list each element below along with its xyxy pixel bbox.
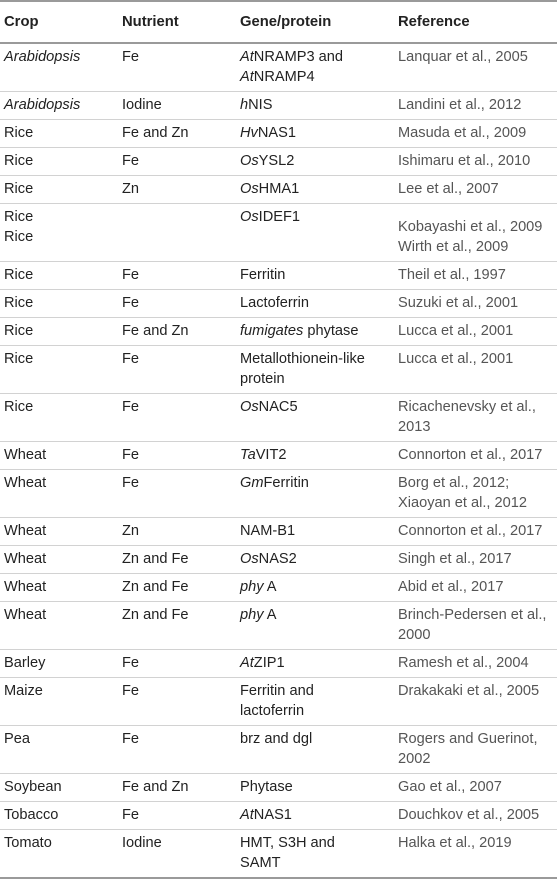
- crop-name: Rice: [4, 125, 34, 141]
- crop-name: Wheat: [4, 523, 47, 539]
- reference-text: Connorton et al., 2017: [398, 447, 543, 463]
- cell-reference: [394, 774, 557, 802]
- cell-nutrient: Zn and Fe: [118, 574, 236, 602]
- crop-name: Rice: [4, 399, 34, 415]
- crop-name: Rice: [4, 209, 34, 225]
- cell-reference: [394, 92, 557, 120]
- cell-gene-protein: [236, 262, 394, 290]
- cell-reference: [394, 290, 557, 318]
- cell-crop: [0, 262, 118, 290]
- gene-prefix: Os: [240, 551, 259, 567]
- cell-gene-protein: [236, 546, 394, 574]
- cell-gene-protein: [236, 602, 394, 650]
- crop-name: Barley: [4, 655, 46, 671]
- cell-nutrient: Fe: [118, 262, 236, 290]
- cell-crop: [0, 43, 118, 92]
- cell-nutrient: Fe: [118, 470, 236, 518]
- gene-name: phytase: [303, 323, 359, 339]
- gene-prefix: Os: [240, 209, 259, 225]
- gene-name: HMT, S3H and: [240, 835, 335, 851]
- cell-reference: [394, 148, 557, 176]
- reference-text: Ramesh et al., 2004: [398, 655, 529, 671]
- cell-reference: [394, 43, 557, 92]
- cell-crop: [0, 802, 118, 830]
- cell-nutrient: Fe: [118, 678, 236, 726]
- cell-reference: [394, 546, 557, 574]
- reference-text: Masuda et al., 2009: [398, 125, 527, 141]
- gene-prefix: At: [240, 807, 254, 823]
- table-header: [0, 1, 557, 43]
- cell-gene-protein: [236, 470, 394, 518]
- gene-prefix: At: [240, 655, 254, 671]
- reference-text-line2: 2000: [398, 627, 431, 643]
- cell-gene-protein: [236, 774, 394, 802]
- cell-nutrient: [118, 204, 236, 262]
- table-row: [0, 148, 557, 176]
- cell-crop: [0, 470, 118, 518]
- crop-name: Wheat: [4, 551, 47, 567]
- cell-reference: [394, 262, 557, 290]
- cell-crop: [0, 774, 118, 802]
- cell-crop: [0, 176, 118, 204]
- cell-gene-protein: [236, 518, 394, 546]
- reference-text-line2: 2002: [398, 751, 431, 767]
- reference-text-line2: 2013: [398, 419, 431, 435]
- header-row: [0, 1, 557, 43]
- cell-reference: [394, 470, 557, 518]
- cell-reference: [394, 176, 557, 204]
- table-row: [0, 442, 557, 470]
- reference-text: Borg et al., 2012;: [398, 475, 510, 491]
- cell-nutrient: Zn and Fe: [118, 602, 236, 650]
- crop-name: Wheat: [4, 475, 47, 491]
- table-row: [0, 120, 557, 148]
- table-row: [0, 830, 557, 879]
- crop-name: Rice: [4, 267, 34, 283]
- gene-prefix: Gm: [240, 475, 264, 491]
- cell-nutrient: Fe: [118, 290, 236, 318]
- cell-gene-protein: [236, 92, 394, 120]
- gene-name: NAC5: [258, 399, 298, 415]
- cell-crop: [0, 678, 118, 726]
- cell-gene-protein: [236, 290, 394, 318]
- header-crop: Crop: [0, 1, 118, 43]
- gene-prefix: Os: [240, 153, 259, 169]
- table-row: [0, 92, 557, 120]
- cell-reference: [394, 802, 557, 830]
- reference-text: Brinch-Pedersen et al.,: [398, 607, 547, 623]
- table-body: [0, 43, 557, 878]
- table-row: [0, 602, 557, 650]
- cell-nutrient: Zn: [118, 518, 236, 546]
- gene-name: A: [263, 579, 277, 595]
- gene-name: NAS1: [257, 125, 296, 141]
- reference-text: Douchkov et al., 2005: [398, 807, 540, 823]
- gene-name: VIT2: [255, 447, 287, 463]
- cell-nutrient: Zn: [118, 176, 236, 204]
- cell-crop: [0, 346, 118, 394]
- cell-crop: [0, 204, 118, 262]
- cell-reference: [394, 346, 557, 394]
- table-row: [0, 176, 557, 204]
- crop-name: Rice: [4, 323, 34, 339]
- table-row: [0, 318, 557, 346]
- gene-name-line2: lactoferrin: [240, 703, 305, 719]
- cell-crop: [0, 394, 118, 442]
- cell-nutrient: Fe and Zn: [118, 774, 236, 802]
- crop-name: Rice: [4, 181, 34, 197]
- table-row: [0, 678, 557, 726]
- reference-text: Landini et al., 2012: [398, 97, 522, 113]
- reference-text: Lee et al., 2007: [398, 181, 499, 197]
- crop-name: Rice: [4, 153, 34, 169]
- cell-gene-protein: [236, 574, 394, 602]
- cell-gene-protein: [236, 148, 394, 176]
- cell-gene-protein: [236, 318, 394, 346]
- cell-nutrient: Fe: [118, 442, 236, 470]
- cell-nutrient: Fe and Zn: [118, 318, 236, 346]
- gene-prefix: phy: [240, 579, 264, 595]
- gene-name-line2: NRAMP4: [253, 69, 315, 85]
- gene-name: Ferritin: [263, 475, 309, 491]
- table-row: [0, 650, 557, 678]
- gene-name: Phytase: [240, 779, 293, 795]
- gene-prefix: Os: [240, 399, 259, 415]
- cell-crop: [0, 650, 118, 678]
- reference-text: Ishimaru et al., 2010: [398, 153, 531, 169]
- table-row: [0, 43, 557, 92]
- cell-nutrient: Iodine: [118, 92, 236, 120]
- reference-text: Suzuki et al., 2001: [398, 295, 519, 311]
- cell-gene-protein: [236, 726, 394, 774]
- reference-text-line2: Wirth et al., 2009: [398, 239, 509, 255]
- cell-reference: [394, 678, 557, 726]
- cell-reference: [394, 650, 557, 678]
- cell-reference: [394, 518, 557, 546]
- cell-gene-protein: [236, 176, 394, 204]
- gene-name: IDEF1: [258, 209, 301, 225]
- cell-reference: [394, 442, 557, 470]
- cell-nutrient: Zn and Fe: [118, 546, 236, 574]
- table-row: [0, 518, 557, 546]
- gene-name: A: [263, 607, 277, 623]
- reference-text: Theil et al., 1997: [398, 267, 506, 283]
- cell-gene-protein: [236, 802, 394, 830]
- gene-prefix: Hv: [240, 125, 258, 141]
- crop-name: Arabidopsis: [4, 97, 81, 113]
- table-row: [0, 726, 557, 774]
- gene-name: NAS2: [258, 551, 297, 567]
- table-row: [0, 774, 557, 802]
- cell-reference: [394, 830, 557, 879]
- header-gene-protein: Gene/protein: [236, 1, 394, 43]
- crop-name: Arabidopsis: [4, 49, 81, 65]
- gene-name: Metallothionein-like: [240, 351, 365, 367]
- reference-text: Halka et al., 2019: [398, 835, 512, 851]
- cell-reference: [394, 602, 557, 650]
- crop-name: Tobacco: [4, 807, 59, 823]
- cell-nutrient: Fe: [118, 726, 236, 774]
- cell-crop: [0, 726, 118, 774]
- table-row: [0, 290, 557, 318]
- gene-name: NRAMP3 and: [253, 49, 344, 65]
- cell-nutrient: Fe: [118, 43, 236, 92]
- crop-name: Soybean: [4, 779, 62, 795]
- header-reference: Reference: [394, 1, 557, 43]
- reference-text: Connorton et al., 2017: [398, 523, 543, 539]
- cell-crop: [0, 92, 118, 120]
- gene-prefix: Os: [240, 181, 259, 197]
- reference-text: Kobayashi et al., 2009: [398, 219, 543, 235]
- gene-name: Ferritin: [240, 267, 286, 283]
- cell-nutrient: Fe and Zn: [118, 120, 236, 148]
- reference-text: Drakakaki et al., 2005: [398, 683, 540, 699]
- gene-name: NAM-B1: [240, 523, 296, 539]
- table-row: [0, 346, 557, 394]
- cell-crop: [0, 830, 118, 879]
- cell-gene-protein: [236, 120, 394, 148]
- reference-text: Lucca et al., 2001: [398, 323, 514, 339]
- cell-gene-protein: [236, 650, 394, 678]
- reference-text: Lucca et al., 2001: [398, 351, 514, 367]
- cell-reference: [394, 394, 557, 442]
- gene-prefix: h: [240, 97, 249, 113]
- crop-name: Wheat: [4, 447, 47, 463]
- cell-reference: [394, 204, 557, 262]
- cell-gene-protein: [236, 394, 394, 442]
- reference-text-line2: Xiaoyan et al., 2012: [398, 495, 528, 511]
- cell-crop: [0, 318, 118, 346]
- cell-crop: [0, 546, 118, 574]
- table-row: [0, 394, 557, 442]
- cell-crop: [0, 442, 118, 470]
- gene-prefix: phy: [240, 607, 264, 623]
- gene-name: YSL2: [258, 153, 295, 169]
- cell-reference: [394, 726, 557, 774]
- gene-name: ZIP1: [253, 655, 285, 671]
- table-row: [0, 574, 557, 602]
- cell-crop: [0, 602, 118, 650]
- crop-name: Rice: [4, 351, 34, 367]
- gene-name: Ferritin and: [240, 683, 314, 699]
- cell-nutrient: Fe: [118, 802, 236, 830]
- cell-gene-protein: [236, 442, 394, 470]
- crop-name: Wheat: [4, 607, 47, 623]
- cell-nutrient: Fe: [118, 148, 236, 176]
- gene-name: Lactoferrin: [240, 295, 309, 311]
- crop-name: Pea: [4, 731, 30, 747]
- table-row: [0, 204, 557, 262]
- cell-nutrient: Fe: [118, 650, 236, 678]
- crop-name: Tomato: [4, 835, 52, 851]
- gene-name: NAS1: [253, 807, 292, 823]
- table-row: [0, 802, 557, 830]
- reference-text: Ricachenevsky et al.,: [398, 399, 536, 415]
- cell-crop: [0, 290, 118, 318]
- table-row: [0, 546, 557, 574]
- gene-name-line2: SAMT: [240, 855, 281, 871]
- cell-nutrient: Fe: [118, 394, 236, 442]
- cell-crop: [0, 574, 118, 602]
- gene-prefix-line2: At: [240, 69, 254, 85]
- gene-name-line2: protein: [240, 371, 285, 387]
- table-row: [0, 470, 557, 518]
- gene-name: HMA1: [258, 181, 300, 197]
- reference-text: Singh et al., 2017: [398, 551, 512, 567]
- cell-gene-protein: [236, 204, 394, 262]
- cell-crop: [0, 518, 118, 546]
- crop-name: Wheat: [4, 579, 47, 595]
- reference-text: Lanquar et al., 2005: [398, 49, 528, 65]
- crop-name-line2: Rice: [4, 229, 34, 245]
- gene-name: brz and dgl: [240, 731, 313, 747]
- cell-gene-protein: [236, 43, 394, 92]
- gene-prefix: Ta: [240, 447, 256, 463]
- cell-gene-protein: [236, 678, 394, 726]
- cell-reference: [394, 318, 557, 346]
- header-nutrient: Nutrient: [118, 1, 236, 43]
- reference-text: Abid et al., 2017: [398, 579, 504, 595]
- reference-spacer: [398, 207, 557, 217]
- cell-crop: [0, 148, 118, 176]
- gene-prefix: fumigates: [240, 323, 304, 339]
- cell-reference: [394, 120, 557, 148]
- cell-crop: [0, 120, 118, 148]
- cell-gene-protein: [236, 346, 394, 394]
- table-row: [0, 262, 557, 290]
- cell-gene-protein: [236, 830, 394, 879]
- reference-text: Gao et al., 2007: [398, 779, 502, 795]
- cell-nutrient: Fe: [118, 346, 236, 394]
- crop-name: Maize: [4, 683, 43, 699]
- gene-name: NIS: [248, 97, 273, 113]
- reference-text: Rogers and Guerinot,: [398, 731, 538, 747]
- crop-name: Rice: [4, 295, 34, 311]
- gene-prefix: At: [240, 49, 254, 65]
- cell-nutrient: Iodine: [118, 830, 236, 879]
- cell-reference: [394, 574, 557, 602]
